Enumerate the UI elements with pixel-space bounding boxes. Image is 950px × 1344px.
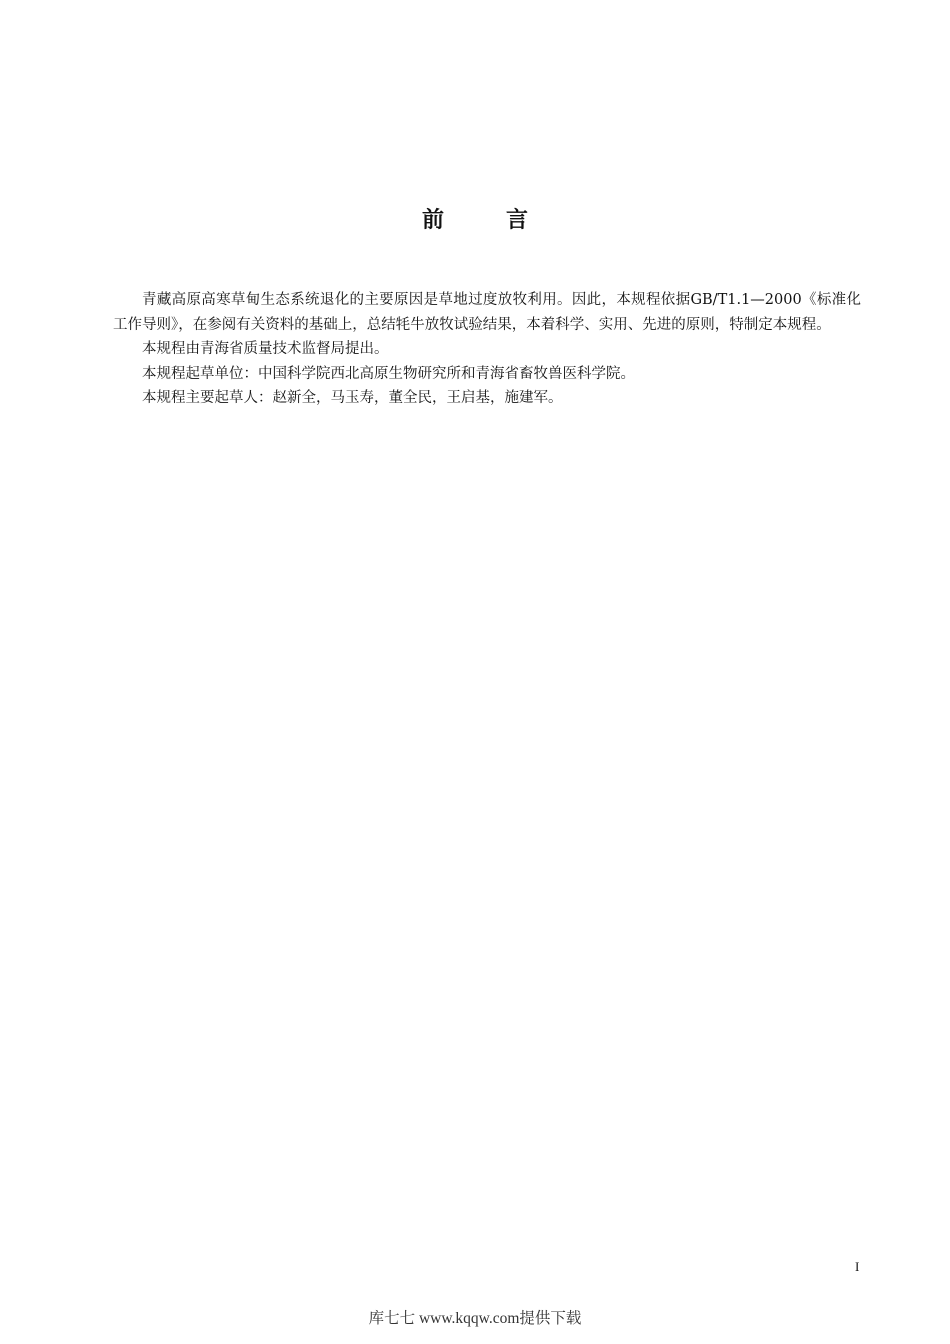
footer-download-note: 库七七 www.kqqw.com提供下载 xyxy=(368,1310,582,1327)
foreword-paragraph-1: 青藏高原高寒草甸生态系统退化的主要原因是草地过度放牧利用。因此，本规程依据GB/T1.1—2000《标准化工作导则》，在参阅有关资料的基础上，总结牦牛放牧试验结果，本着科学、实用、先进的原则，特制定本规程。 xyxy=(113,292,861,333)
foreword-body xyxy=(113,288,861,411)
foreword-paragraph-2: 本规程由青海省质量技术监督局提出。 xyxy=(142,341,389,357)
page-title-char-2: 言 xyxy=(506,208,529,233)
page-title xyxy=(0,203,950,234)
foreword-paragraph-3: 本规程起草单位：中国科学院西北高原生物研究所和青海省畜牧兽医科学院。 xyxy=(142,365,635,382)
foreword-paragraph-4: 本规程主要起草人：赵新全，马玉寿，董全民，王启基，施建军。 xyxy=(142,390,563,406)
page-number: I xyxy=(855,1259,860,1274)
page-title-char-1: 前 xyxy=(421,208,444,233)
